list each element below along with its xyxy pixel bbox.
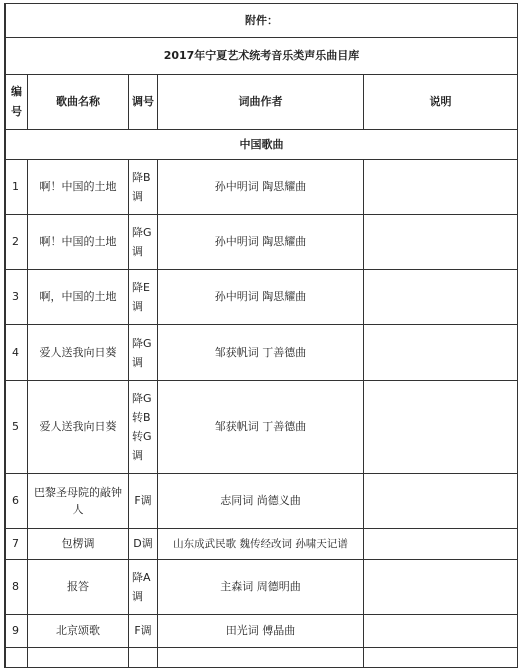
row-number: 5 (6, 381, 28, 474)
row-number: 3 (6, 270, 28, 325)
header-song: 歌曲名称 (28, 75, 129, 130)
row-number: 8 (6, 560, 28, 615)
key-signature: 降G调 (129, 215, 158, 270)
key-signature: F调 (129, 474, 158, 529)
song-title: 报答 (28, 560, 129, 615)
song-title: 巴黎圣母院的敲钟人 (28, 474, 129, 529)
song-title: 北京颂歌 (28, 615, 129, 648)
note (364, 270, 518, 325)
author: 邹获帆词 丁善德曲 (158, 381, 364, 474)
table-row-partial (6, 648, 518, 668)
note (364, 381, 518, 474)
table-row (6, 474, 518, 529)
note (364, 160, 518, 215)
key-signature: 降A调 (129, 560, 158, 615)
row-number: 2 (6, 215, 28, 270)
key-signature: F调 (129, 615, 158, 648)
document-title: 2017年宁夏艺术统考音乐类声乐曲目库 (6, 38, 518, 75)
author: 志同词 尚德义曲 (158, 474, 364, 529)
table-row (6, 381, 518, 474)
row-number: 9 (6, 615, 28, 648)
note (364, 325, 518, 381)
author: 孙中明词 陶思耀曲 (158, 270, 364, 325)
song-title: 啊！中国的土地 (28, 160, 129, 215)
header-key: 调号 (129, 75, 158, 130)
song-title: 啊，中国的土地 (28, 270, 129, 325)
table-row (6, 615, 518, 648)
row-number: 6 (6, 474, 28, 529)
song-title: 爱人送我向日葵 (28, 325, 129, 381)
author: 邹获帆词 丁善德曲 (158, 325, 364, 381)
song-title: 爱人送我向日葵 (28, 381, 129, 474)
note (364, 615, 518, 648)
author: 孙中明词 陶思耀曲 (158, 160, 364, 215)
author: 主森词 周德明曲 (158, 560, 364, 615)
row-number: 1 (6, 160, 28, 215)
row-number: 7 (6, 529, 28, 560)
note (364, 474, 518, 529)
header-author: 词曲作者 (158, 75, 364, 130)
key-signature: 降G转B转G调 (129, 381, 158, 474)
table-row (6, 160, 518, 215)
section-heading: 中国歌曲 (6, 130, 518, 160)
table-row (6, 325, 518, 381)
attachment-label: 附件： (6, 4, 518, 38)
header-number: 编号 (6, 75, 28, 130)
row-number: 4 (6, 325, 28, 381)
note (364, 529, 518, 560)
author: 孙中明词 陶思耀曲 (158, 215, 364, 270)
key-signature: 降G调 (129, 325, 158, 381)
key-signature: D调 (129, 529, 158, 560)
key-signature: 降E调 (129, 270, 158, 325)
note (364, 215, 518, 270)
author: 田光词 傅晶曲 (158, 615, 364, 648)
song-title: 包楞调 (28, 529, 129, 560)
note (364, 560, 518, 615)
table-row (6, 215, 518, 270)
table-row (6, 529, 518, 560)
key-signature: 降B调 (129, 160, 158, 215)
document-table (4, 3, 518, 668)
song-title: 啊！中国的土地 (28, 215, 129, 270)
author: 山东成武民歌 魏传经改词 孙啸天记谱 (158, 529, 364, 560)
header-note: 说明 (364, 75, 518, 130)
table-row (6, 270, 518, 325)
table-row (6, 560, 518, 615)
